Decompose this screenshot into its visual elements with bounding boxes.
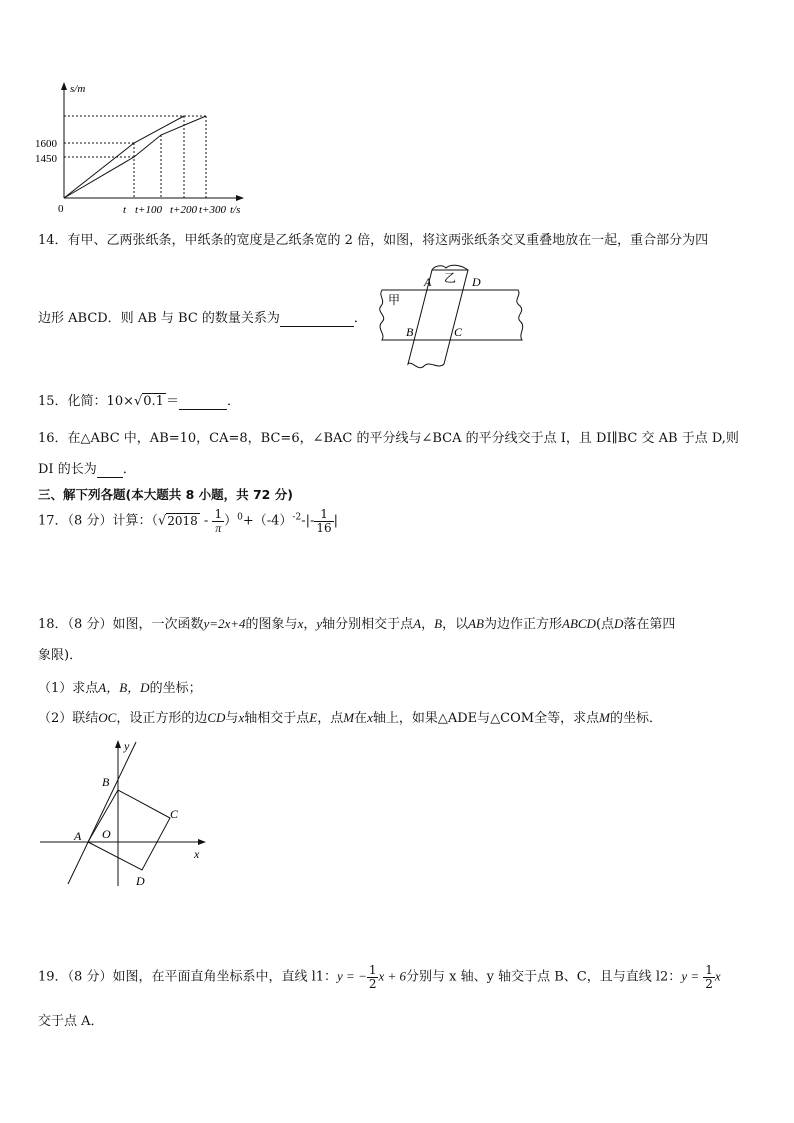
fig-point-c: C [170,807,179,821]
q15-answer-blank[interactable] [179,394,227,410]
y-tick-1600: 1600 [35,138,57,150]
distance-time-graph [28,80,258,220]
q14-line2: 边形 ABCD．则 AB 与 BC 的数量关系为 ． [38,311,367,326]
section3-heading: 三、解下列各题(本大题共 8 小题，共 72 分) [38,487,293,502]
fraction-1-over-16: $\frac{1}{16}$ [316,507,332,535]
q18-line1: 18．（8 分）如图，一次函数y=2x+4的图象与x，y轴分别相交于点A，B，以AB为边作正方形ABCD(点D落在第四 [38,616,676,632]
point-d-label: D [472,275,481,289]
q14-line1: 14．有甲、乙两张纸条，甲纸条的宽度是乙纸条宽的 2 倍，如图，将这两张纸条交叉重叠地放在一起，重合部分为四 [38,233,709,248]
q18-line2: 象限)． [38,648,83,663]
q14-answer-blank[interactable] [280,311,354,327]
x-tick-t300: t+300 [199,204,226,216]
fraction-neg-half: $\frac{1}{2}$ [368,963,377,991]
x-tick-t100: t+100 [135,204,162,216]
y-tick-1450: 1450 [35,153,57,165]
q17-line: 17．（8 分）计算：（√2018 - $\frac{1}{\pi}$ ）$^0+(-4)^{-2}-|-$ $\frac{1}{16}$ | [38,507,339,535]
q16-line2: DI 的长为 ． [38,462,136,477]
y-axis-label: s/m [70,83,86,95]
point-c-label: C [454,325,463,339]
square-coordinate-figure [36,738,216,890]
strip-b-label: 乙 [444,271,457,285]
sqrt-symbol: √ [133,394,143,409]
origin-label: 0 [58,203,64,215]
q16-answer-blank[interactable] [97,462,123,478]
fig-x-label: x [194,847,200,861]
fig-point-d: D [136,874,145,888]
x-tick-t200: t+200 [170,204,197,216]
q18-part2: （2）联结OC，设正方形的边CD与x轴相交于点E，点M在x轴上，如果△ADE与△COM全等，求点M的坐标． [38,710,662,726]
point-a-label: A [424,275,432,289]
fraction-1-over-pi: $\frac{1}{\pi}$ [214,507,223,535]
fig-point-o: O [102,827,111,841]
fig-point-a: A [74,829,82,843]
x-tick-t: t [123,204,127,216]
fig-point-b: B [102,775,110,789]
fraction-half: $\frac{1}{2}$ [705,963,713,991]
paper-strips-figure [372,264,532,372]
x-axis-label: t/s [230,204,241,216]
q19-line2: 交于点 A． [38,1014,104,1029]
sqrt-symbol: √ [157,513,167,529]
q18-part1: （1）求点A，B，D的坐标； [38,680,202,696]
point-b-label: B [406,325,414,339]
fig-y-label: y [124,739,130,753]
q15-line: 15．化简：10×√0.1 ＝ ． [38,394,240,409]
q16-line1: 16．在△ABC 中，AB=10，CA=8，BC=6，∠BAC 的平分线与∠BCA 的平分线交于点 I，且 DI∥BC 交 AB 于点 D,则 [38,431,739,446]
strip-a-label: 甲 [388,293,401,307]
q19-line1: 19．（8 分）如图，在平面直角坐标系中，直线 l1：y = − $\frac{1}{2}$ x + 6分别与 x 轴、y 轴交于点 B、C，且与直线 l2：y = $\frac{1}{2}$ x [38,963,721,991]
